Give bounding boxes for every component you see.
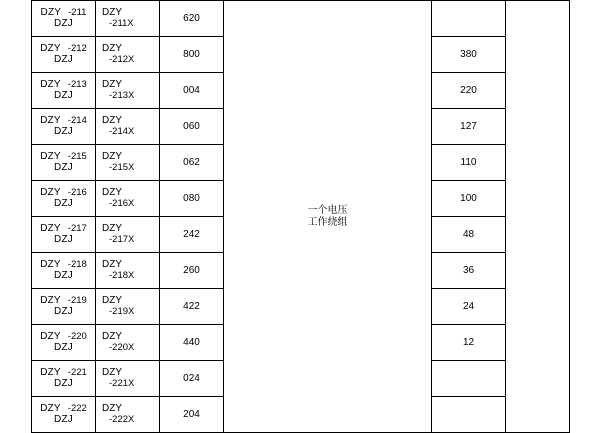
voltage-cell: 380 — [432, 37, 506, 73]
model-cell — [32, 253, 96, 289]
model-suffix-top: -222 — [67, 403, 87, 414]
description-line-1: 一个电压 — [307, 205, 348, 216]
voltage-cell: 48 — [432, 217, 506, 253]
alternate-model-cell — [96, 1, 160, 37]
model-cell — [32, 145, 96, 181]
model-prefix-top: DZY — [40, 43, 61, 54]
model-prefix-top: DZY — [40, 187, 61, 198]
alt-prefix: DZY — [102, 223, 122, 234]
alternate-model-cell — [96, 109, 160, 145]
alternate-model-cell — [96, 361, 160, 397]
model-suffix-top: -219 — [67, 295, 87, 306]
alternate-model-cell — [96, 397, 160, 433]
model-prefix-top: DZY — [40, 151, 61, 162]
voltage-cell: 127 — [432, 109, 506, 145]
voltage-cell — [432, 361, 506, 397]
alt-prefix: DZY — [102, 295, 122, 306]
model-prefix-bottom: DZJ — [54, 161, 73, 173]
alt-prefix: DZY — [102, 115, 122, 126]
alternate-model-cell — [96, 37, 160, 73]
alt-prefix: DZY — [102, 331, 122, 342]
model-prefix-top: DZY — [40, 259, 61, 270]
model-prefix-bottom: DZJ — [54, 233, 73, 245]
model-prefix-top: DZY — [40, 331, 61, 342]
alternate-model-cell — [96, 253, 160, 289]
model-prefix-bottom: DZJ — [54, 377, 73, 389]
model-suffix-top: -220 — [67, 331, 87, 342]
model-suffix-top: -212 — [67, 43, 87, 54]
alternate-model-cell — [96, 145, 160, 181]
model-cell — [32, 181, 96, 217]
model-prefix-bottom: DZJ — [54, 197, 73, 209]
alt-code: -222X — [109, 413, 135, 425]
model-suffix-top: -213 — [67, 79, 87, 90]
alternate-model-cell — [96, 289, 160, 325]
alt-code: -217X — [109, 233, 135, 245]
alt-prefix: DZY — [102, 367, 122, 378]
extra-cell — [506, 1, 570, 433]
alt-code: -220X — [109, 341, 135, 353]
voltage-cell — [432, 397, 506, 433]
model-cell — [32, 361, 96, 397]
alt-prefix: DZY — [102, 79, 122, 90]
code-cell: 204 — [160, 397, 224, 433]
alt-code: -212X — [109, 53, 135, 65]
model-prefix-bottom: DZJ — [54, 89, 73, 101]
alt-code: -218X — [109, 269, 135, 281]
voltage-cell: 220 — [432, 73, 506, 109]
alt-code: -215X — [109, 161, 135, 173]
alt-code: -214X — [109, 125, 135, 137]
alt-code: -213X — [109, 89, 135, 101]
model-suffix-top: -221 — [67, 367, 87, 378]
table-body — [32, 1, 570, 433]
alternate-model-cell — [96, 217, 160, 253]
model-suffix-top: -218 — [67, 259, 87, 270]
model-prefix-bottom: DZJ — [54, 53, 73, 65]
alt-prefix: DZY — [102, 259, 122, 270]
alternate-model-cell — [96, 181, 160, 217]
model-prefix-top: DZY — [40, 7, 62, 18]
code-cell: 800 — [160, 37, 224, 73]
model-cell — [32, 325, 96, 361]
model-prefix-top: DZY — [40, 295, 61, 306]
code-cell: 440 — [160, 325, 224, 361]
alt-code: -216X — [109, 197, 135, 209]
model-prefix-bottom: DZJ — [54, 269, 73, 281]
alt-prefix: DZY — [102, 403, 122, 414]
model-prefix-top: DZY — [40, 367, 61, 378]
code-cell: 024 — [160, 361, 224, 397]
code-cell: 062 — [160, 145, 224, 181]
alt-code: -211X — [109, 17, 134, 29]
alt-prefix: DZY — [102, 43, 122, 54]
model-prefix-bottom: DZJ — [54, 125, 73, 137]
voltage-cell: 100 — [432, 181, 506, 217]
model-cell — [32, 217, 96, 253]
code-cell: 260 — [160, 253, 224, 289]
model-cell — [32, 73, 96, 109]
model-cell — [32, 109, 96, 145]
alt-code: -219X — [109, 305, 135, 317]
specification-table — [31, 0, 570, 433]
model-prefix-bottom: DZJ — [54, 341, 73, 353]
description-line-2: 工作绕组 — [307, 216, 348, 228]
model-cell — [32, 37, 96, 73]
alt-prefix: DZY — [102, 187, 122, 198]
model-prefix-bottom: DZJ — [54, 413, 73, 425]
table-row — [32, 1, 570, 37]
voltage-cell: 36 — [432, 253, 506, 289]
code-cell: 080 — [160, 181, 224, 217]
code-cell: 060 — [160, 109, 224, 145]
description-cell — [224, 1, 432, 433]
alt-prefix: DZY — [102, 7, 122, 18]
voltage-cell: 24 — [432, 289, 506, 325]
model-suffix-top: -216 — [67, 187, 87, 198]
model-prefix-bottom: DZJ — [54, 17, 73, 29]
alternate-model-cell — [96, 73, 160, 109]
model-cell — [32, 289, 96, 325]
code-cell: 422 — [160, 289, 224, 325]
model-prefix-top: DZY — [40, 403, 61, 414]
alternate-model-cell — [96, 325, 160, 361]
model-suffix-top: -215 — [67, 151, 87, 162]
model-suffix-top: -217 — [67, 223, 87, 234]
alt-code: -221X — [109, 377, 135, 389]
voltage-cell — [432, 1, 506, 37]
voltage-cell: 12 — [432, 325, 506, 361]
code-cell: 242 — [160, 217, 224, 253]
model-cell — [32, 1, 96, 37]
alt-prefix: DZY — [102, 151, 122, 162]
voltage-cell: 110 — [432, 145, 506, 181]
code-cell: 620 — [160, 1, 224, 37]
code-cell: 004 — [160, 73, 224, 109]
model-prefix-top: DZY — [40, 79, 61, 90]
model-prefix-bottom: DZJ — [54, 305, 73, 317]
model-suffix-top: -214 — [67, 115, 87, 126]
model-cell — [32, 397, 96, 433]
model-suffix-top: -211 — [68, 7, 87, 18]
model-prefix-top: DZY — [40, 115, 61, 126]
model-prefix-top: DZY — [40, 223, 61, 234]
